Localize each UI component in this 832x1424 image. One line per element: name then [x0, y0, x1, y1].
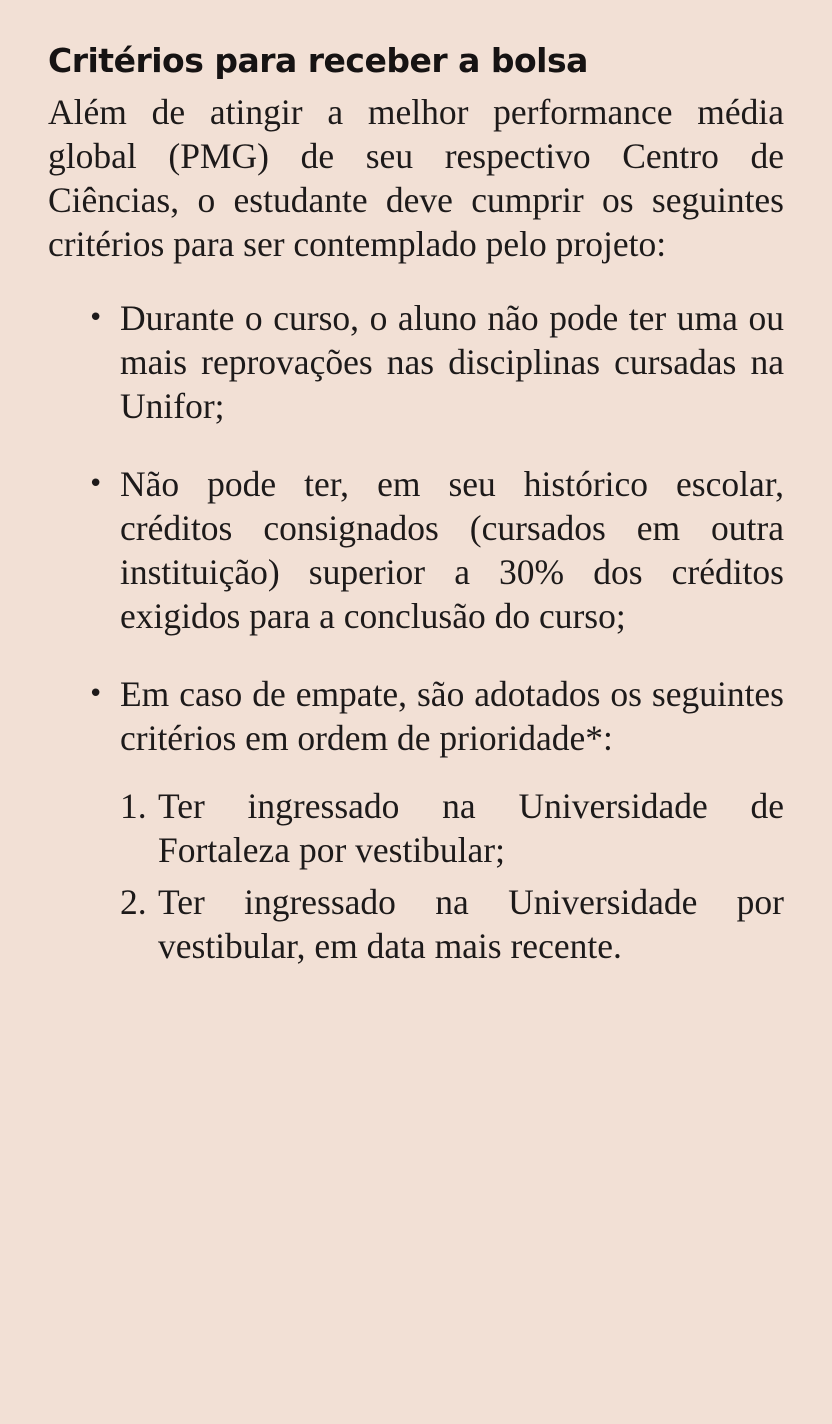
- criteria-item: [88, 296, 784, 428]
- criteria-item-text: Durante o curso, o aluno não pode ter uma ou mais reprovações nas disciplinas cursadas na Unifor;: [120, 298, 784, 426]
- criteria-item: [88, 672, 784, 968]
- tiebreaker-number: 1.: [120, 786, 147, 826]
- bullet-icon: •: [88, 679, 104, 709]
- tiebreaker-number: 2.: [120, 882, 147, 922]
- tiebreaker-list: [120, 784, 784, 968]
- bullet-icon: •: [88, 303, 104, 333]
- section-heading: Critérios para receber a bolsa: [48, 41, 588, 80]
- tiebreaker-text: Ter ingressado na Universidade por vestibular, em data mais recente.: [158, 882, 784, 966]
- criteria-item: [88, 462, 784, 638]
- tiebreaker-item: [120, 880, 784, 968]
- intro-paragraph: Além de atingir a melhor performance média global (PMG) de seu respectivo Centro de Ciências, o estudante deve cumprir os seguintes critérios para ser contemplado pelo projeto:: [48, 92, 784, 264]
- criteria-item-text: Em caso de empate, são adotados os seguintes critérios em ordem de prioridade*:: [120, 674, 784, 758]
- criteria-list: [48, 296, 784, 968]
- criteria-item-text: Não pode ter, em seu histórico escolar, créditos consignados (cursados em outra instituição) superior a 30% dos créditos exigidos para a conclusão do curso;: [120, 464, 784, 636]
- criteria-panel: [48, 38, 784, 1002]
- bullet-icon: •: [88, 469, 104, 499]
- tiebreaker-item: [120, 784, 784, 872]
- tiebreaker-text: Ter ingressado na Universidade de Fortaleza por vestibular;: [158, 786, 784, 870]
